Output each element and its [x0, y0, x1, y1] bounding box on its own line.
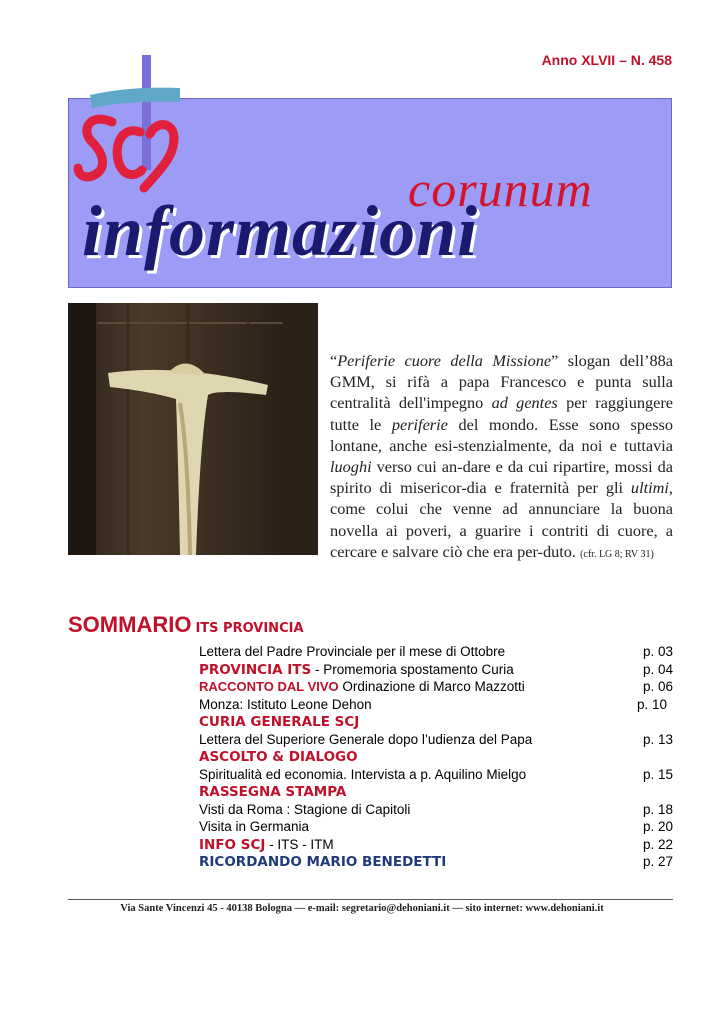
toc-page: p. 04 — [642, 661, 673, 677]
toc-name-initial: M — [306, 854, 320, 870]
intro-reference: (cfr. LG 8; RV 31) — [580, 548, 654, 560]
toc-row[interactable] — [199, 801, 673, 819]
toc-row[interactable] — [199, 853, 673, 871]
toc-section-head: RICORDANDO — [199, 854, 307, 870]
crucifix-picture — [68, 303, 318, 555]
toc-page: p. 10 — [636, 696, 667, 712]
toc-name-initial: B — [362, 854, 373, 870]
toc-section — [199, 748, 673, 766]
footer-divider — [68, 899, 673, 900]
toc-page: p. 03 — [642, 644, 673, 659]
intro-text-2: per raggiungere tutte le — [330, 393, 673, 434]
intro-text-1: ” slogan dell’88a GMM, si rifà a papa Francesco e punta sulla centralità dell'impegno — [330, 351, 674, 413]
toc-page: p. 18 — [642, 801, 673, 817]
toc-row[interactable] — [199, 661, 673, 679]
footer-address: Via Sante Vincenzi 45 - 40138 Bologna — e-mail: segretario@dehoniani.it — sito internet: www.dehoniani.it — [120, 903, 604, 914]
toc-entry-text: Spiritualità ed economia. Intervista a p. Aquilino Mielgo — [199, 766, 527, 782]
toc-page: p. 20 — [642, 819, 673, 834]
cross-vertical — [142, 55, 151, 170]
toc-page: p. 15 — [642, 766, 673, 782]
toc-section-head: INFO SCJ — [199, 836, 266, 853]
toc-entry-text: Visita in Germania — [199, 819, 310, 834]
intro-text-4: verso cui an-dare e da cui ripartire, mossi da spirito di misericor-dia e fraternità per gli — [330, 457, 673, 498]
toc-page: p. 22 — [642, 836, 673, 852]
intro-quote-open: “ — [330, 351, 338, 370]
scj-logo — [70, 50, 190, 210]
toc-entry-text: Lettera del Superiore Generale dopo l’udienza del Papa — [199, 731, 533, 747]
issue-number: Anno XLVII – N. 458 — [541, 52, 672, 68]
toc-row[interactable] — [199, 818, 673, 836]
table-of-contents — [199, 643, 673, 871]
intro-text-5: , come colui che venne ad annunciare la buona novella ai poveri, a guarire i contriti di cuore, a cercare e salvare ciò che era per-duto. — [330, 478, 673, 561]
toc-section-head: CURIA GENERALE SCJ — [199, 714, 360, 730]
masthead-title: informazioni — [82, 191, 479, 271]
toc-row[interactable] — [199, 643, 673, 661]
toc-page: p. 27 — [642, 854, 673, 869]
intro-periferie: periferie — [391, 414, 448, 434]
masthead-corunum: corunum — [408, 161, 593, 217]
toc-section — [199, 783, 673, 801]
intro-paragraph — [330, 350, 673, 565]
toc-entry-text: Visti da Roma : Stagione di Capitoli — [199, 801, 411, 817]
toc-entry-text: Monza: Istituto Leone Dehon — [199, 696, 372, 712]
intro-ultimi: ultimi — [630, 478, 669, 498]
intro-text-3: del mondo. Esse sono spesso lontane, anche esi-stenzialmente, da noi e tuttavia — [330, 414, 674, 455]
toc-row[interactable] — [199, 678, 673, 696]
toc-page: p. 06 — [642, 679, 673, 694]
toc-section-head: RASSEGNA STAMPA — [199, 784, 347, 800]
sommario-title: SOMMARIO — [68, 612, 192, 637]
toc-name-rest: ENEDETTI — [372, 854, 447, 870]
toc-section-head: PROVINCIA ITS — [199, 661, 312, 678]
toc-entry-text: Ordinazione di Marco Mazzotti — [338, 679, 525, 694]
toc-entry-text: Lettera del Padre Provinciale per il mese di Ottobre — [199, 644, 506, 659]
intro-ad-gentes: ad gentes — [491, 393, 558, 413]
toc-entry-text: - Promemoria spostamento Curia — [311, 661, 514, 677]
toc-row[interactable] — [199, 731, 673, 749]
toc-entry-text: - ITS - ITM — [265, 836, 334, 852]
sommario-heading — [68, 612, 304, 638]
intro-luoghi: luoghi — [330, 457, 372, 477]
intro-slogan: Periferie cuore della Missione — [337, 351, 552, 370]
cross-horizontal — [90, 88, 180, 108]
toc-section — [199, 713, 673, 731]
toc-row[interactable] — [199, 696, 673, 714]
toc-row[interactable] — [199, 836, 673, 854]
toc-section-head: ASCOLTO & DIALOGO — [199, 749, 358, 765]
sommario-subtitle: ITS PROVINCIA — [195, 621, 304, 636]
toc-page: p. 13 — [642, 731, 673, 747]
toc-name-rest: ARIO — [319, 854, 363, 870]
toc-section-head: RACCONTO DAL VIVO — [199, 679, 339, 694]
toc-row[interactable] — [199, 766, 673, 784]
